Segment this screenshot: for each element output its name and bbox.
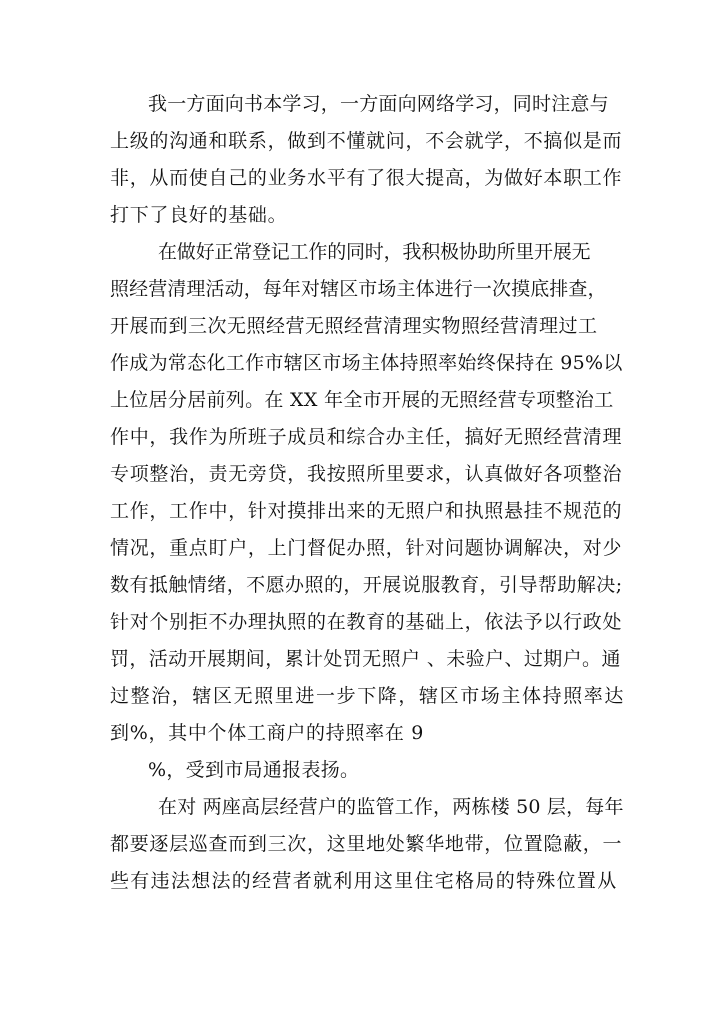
text-line: 我一方面向书本学习，一方面向网络学习，同时注意与 [148,93,609,115]
text-line: 专项整治，责无旁贷，我按照所里要求，认真做好各项整治 [110,463,623,485]
text-line: 作中，我作为所班子成员和综合办主任，搞好无照经营清理 [110,426,623,448]
text-line: 非，从而使自己的业务水平有了很大提高，为做好本职工作 [110,167,623,189]
text-line: 到%，其中个体工商户的持照率在 9 [110,722,425,744]
text-line: 罚，活动开展期间，累计处罚无照户 、未验户、过期户。通 [110,648,621,670]
text-line: 针对个别拒不办理执照的在教育的基础上，依法予以行政处 [110,611,623,633]
text-line: 工作，工作中，针对摸排出来的无照户和执照悬挂不规范的 [110,500,623,522]
text-line: 开展而到三次无照经营无照经营清理实物照经营清理过工 [110,315,598,337]
text-line: 数有抵触情绪，不愿办照的，开展说服教育，引导帮助解决; [110,574,623,596]
text-line: %，受到市局通报表扬。 [148,759,360,781]
text-line: 在对 两座高层经营户的监管工作，两栋楼 50 层，每年 [158,796,624,818]
text-line: 打下了良好的基础。 [110,204,288,226]
text-line: 些有违法想法的经营者就利用这里住宅格局的特殊位置从 [110,870,618,892]
text-line: 作成为常态化工作市辖区市场主体持照率始终保持在 95%以 [110,352,623,374]
text-line: 在做好正常登记工作的同时，我积极协助所里开展无 [158,241,591,263]
text-line: 情况，重点盯户，上门督促办照，针对问题协调解决，对少 [110,537,623,559]
text-line: 都要逐层巡查而到三次，这里地处繁华地带，位置隐蔽，一 [110,833,623,855]
text-line: 照经营清理活动，每年对辖区市场主体进行一次摸底排查， [110,278,607,300]
text-line: 上级的沟通和联系，做到不懂就问，不会就学，不搞似是而 [110,130,623,152]
text-line: 上位居分居前列。在 XX 年全市开展的无照经营专项整治工 [110,389,614,411]
text-line: 过整治，辖区无照里进一步下降，辖区市场主体持照率达 [110,685,626,707]
